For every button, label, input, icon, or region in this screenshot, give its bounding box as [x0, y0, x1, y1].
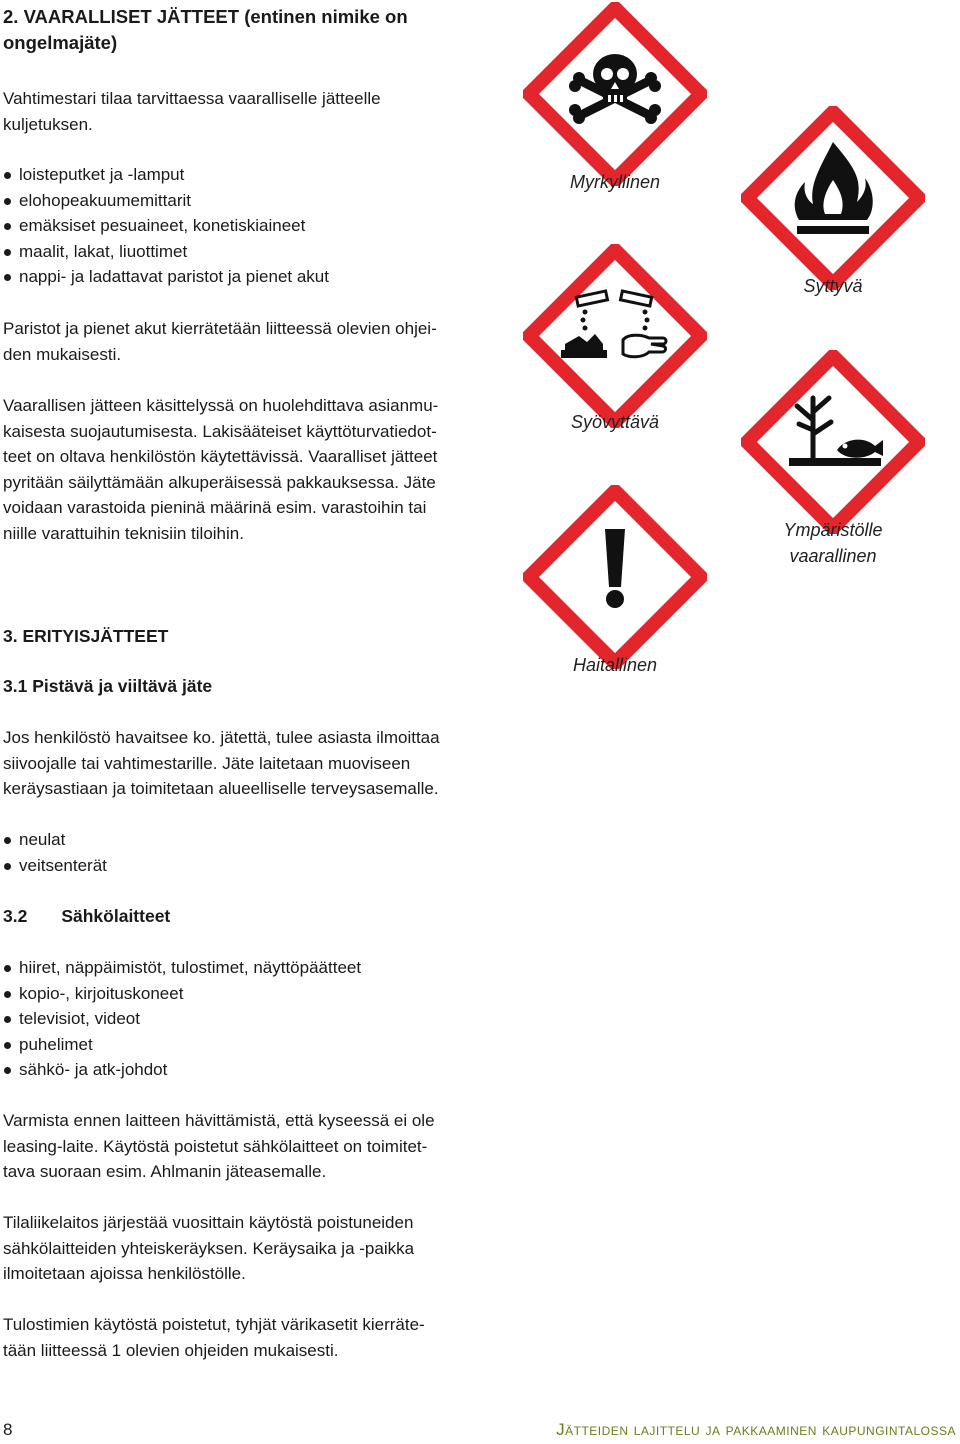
list-item: emäksiset pesuaineet, konetiskiaineet [3, 213, 473, 239]
sharp-waste-paragraph [3, 725, 473, 802]
paragraph-line: Jos henkilöstö havaitsee ko. jätettä, tulee asiasta ilmoittaa [3, 728, 440, 747]
corrosive-pictogram [523, 244, 707, 428]
flame-icon [741, 106, 925, 290]
page-number: 8 [3, 1420, 13, 1439]
electronics-list [3, 955, 473, 1083]
collection-paragraph [3, 1210, 473, 1287]
subsection-3-2-title: Sähkölaitteet [61, 906, 171, 926]
paragraph-line: ilmoitetaan ajoissa henkilöstölle. [3, 1264, 246, 1283]
paragraph-line: niille varattuihin teknisiin tiloihin. [3, 523, 244, 543]
leasing-paragraph [3, 1108, 473, 1185]
toxic-label: Myrkyllinen [569, 172, 661, 192]
harmful-pictogram [523, 485, 707, 669]
paragraph-line: tään liitteessä 1 olevien ohjeiden mukaisesti. [3, 1340, 339, 1360]
exclamation-icon [523, 485, 707, 669]
section-2-intro [3, 86, 473, 137]
paragraph-line: Paristot ja pienet akut kierrätetään liitteessä olevien ohjei- [3, 319, 437, 338]
paragraph-line: pyritään säilyttämään alkuperäisessä pakkauksessa. Jäte [3, 472, 436, 492]
corrosion-icon [523, 244, 707, 428]
section-2-heading [3, 4, 473, 56]
paragraph-line: teet on oltava henkilöstön käytettävissä. Vaaralliset jätteet [3, 447, 438, 466]
list-item: kopio-, kirjoituskoneet [3, 981, 473, 1007]
paragraph-line: siivoojalle tai vahtimestarille. Jäte laitetaan muoviseen [3, 753, 411, 773]
section-3-heading: 3. ERITYISJÄTTEET [3, 626, 169, 646]
paragraph-line: Varmista ennen laitteen hävittämistä, että kyseessä ei ole [3, 1111, 435, 1130]
paragraph-line: tava suoraan esim. Ahlmanin jäteasemalle. [3, 1162, 327, 1181]
skull-crossbones-icon [523, 2, 707, 186]
list-item: elohopeakuumemittarit [3, 188, 473, 214]
paragraph-line: den mukaisesti. [3, 344, 122, 364]
environment-label-line: vaarallinen [789, 546, 877, 566]
sharp-waste-list [3, 827, 473, 878]
corrosive-label: Syövyttävä [570, 412, 660, 432]
toxic-pictogram [523, 2, 707, 186]
paragraph-line: leasing-laite. Käytöstä poistetut sähkölaitteet on toimitet- [3, 1136, 428, 1156]
cartridge-paragraph [3, 1312, 473, 1363]
subsection-3-2-heading [3, 904, 170, 929]
paragraph-line: Tulostimien käytöstä poistetut, tyhjät värikasetit kierräte- [3, 1315, 425, 1334]
list-item: sähkö- ja atk-johdot [3, 1057, 473, 1083]
hazardous-waste-list [3, 162, 473, 290]
subsection-3-2-number: 3.2 [3, 906, 28, 926]
battery-paragraph [3, 316, 473, 367]
flammable-label: Syttyvä [803, 276, 863, 296]
harmful-label: Haitallinen [572, 655, 658, 675]
list-item: neulat [3, 827, 473, 853]
paragraph-line: sähkölaitteiden yhteiskeräyksen. Keräysaika ja -paikka [3, 1238, 415, 1258]
dead-tree-fish-icon [741, 350, 925, 534]
paragraph-line: Tilaliikelaitos järjestää vuosittain käytöstä poistuneiden [3, 1213, 414, 1232]
intro-line: Vahtimestari tilaa tarvittaessa vaaralliselle jätteelle [3, 89, 381, 108]
handling-paragraph [3, 393, 473, 546]
list-item: puhelimet [3, 1032, 473, 1058]
section-2-number: 2. [3, 6, 19, 27]
paragraph-line: keräysastiaan ja toimitetaan alueelliselle terveysasemalle. [3, 779, 439, 798]
paragraph-line: Vaarallisen jätteen käsittelyssä on huolehdittava asianmu- [3, 396, 439, 415]
environment-label [733, 517, 933, 569]
list-item: veitsenterät [3, 853, 473, 879]
intro-line: kuljetuksen. [3, 114, 93, 134]
section-2-title: VAARALLISET JÄTTEET (entinen nimike on ongelmajäte) [3, 6, 408, 53]
list-item: hiiret, näppäimistöt, tulostimet, näyttöpäätteet [3, 955, 473, 981]
list-item: nappi- ja ladattavat paristot ja pienet akut [3, 264, 473, 290]
list-item: televisiot, videot [3, 1006, 473, 1032]
footer-title: Jätteiden lajittelu ja pakkaaminen kaupungintalossa [556, 1420, 956, 1439]
paragraph-line: kaisesta suojautumisesta. Lakisääteiset käyttöturvatiedot- [3, 421, 437, 441]
environment-pictogram [741, 350, 925, 534]
environment-label-line: Ympäristölle [783, 520, 883, 540]
list-item: maalit, lakat, liuottimet [3, 239, 473, 265]
subsection-3-1-heading: 3.1 Pistävä ja viiltävä jäte [3, 676, 213, 696]
list-item: loisteputket ja -lamput [3, 162, 473, 188]
flammable-pictogram [741, 106, 925, 290]
paragraph-line: voidaan varastoida pieninä määrinä esim. varastoihin tai [3, 498, 427, 517]
